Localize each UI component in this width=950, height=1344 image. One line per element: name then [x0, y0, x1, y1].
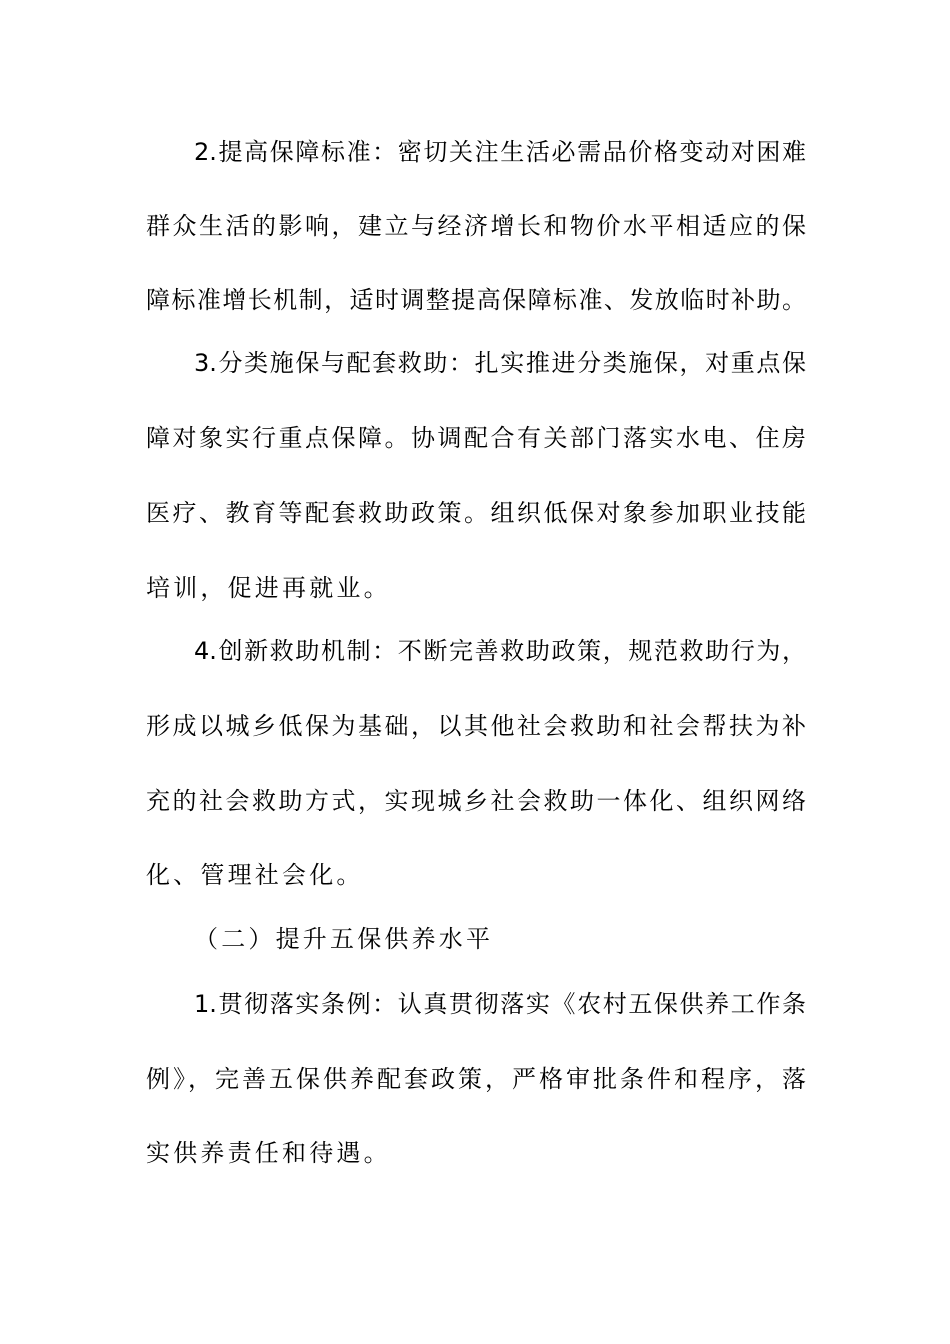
- paragraph-line: 群众生活的影响，建立与经济增长和物价水平相适应的保: [146, 212, 806, 240]
- paragraph-line: 障标准增长机制，适时调整提高保障标准、发放临时补助。: [146, 286, 806, 314]
- section-heading: （二）提升五保供养水平: [194, 925, 494, 953]
- paragraph-line: 障对象实行重点保障。协调配合有关部门落实水电、住房: [146, 424, 806, 452]
- paragraph-line: 充的社会救助方式，实现城乡社会救助一体化、组织网络: [146, 787, 806, 815]
- paragraph-line: 形成以城乡低保为基础，以其他社会救助和社会帮扶为补: [146, 712, 806, 740]
- paragraph-line: 例》，完善五保供养配套政策，严格审批条件和程序，落: [146, 1065, 806, 1093]
- paragraph-line: 4.创新救助机制：不断完善救助政策，规范救助行为，: [194, 637, 806, 665]
- paragraph-line: 1.贯彻落实条例：认真贯彻落实《农村五保供养工作条: [194, 990, 806, 1018]
- paragraph-line: 2.提高保障标准：密切关注生活必需品价格变动对困难: [194, 138, 806, 166]
- paragraph-line: 培训，促进再就业。: [146, 574, 391, 602]
- paragraph-line: 化、管理社会化。: [146, 861, 364, 889]
- paragraph-line: 实供养责任和待遇。: [146, 1139, 391, 1167]
- paragraph-line: 医疗、教育等配套救助政策。组织低保对象参加职业技能: [146, 499, 806, 527]
- paragraph-line: 3.分类施保与配套救助：扎实推进分类施保，对重点保: [194, 349, 806, 377]
